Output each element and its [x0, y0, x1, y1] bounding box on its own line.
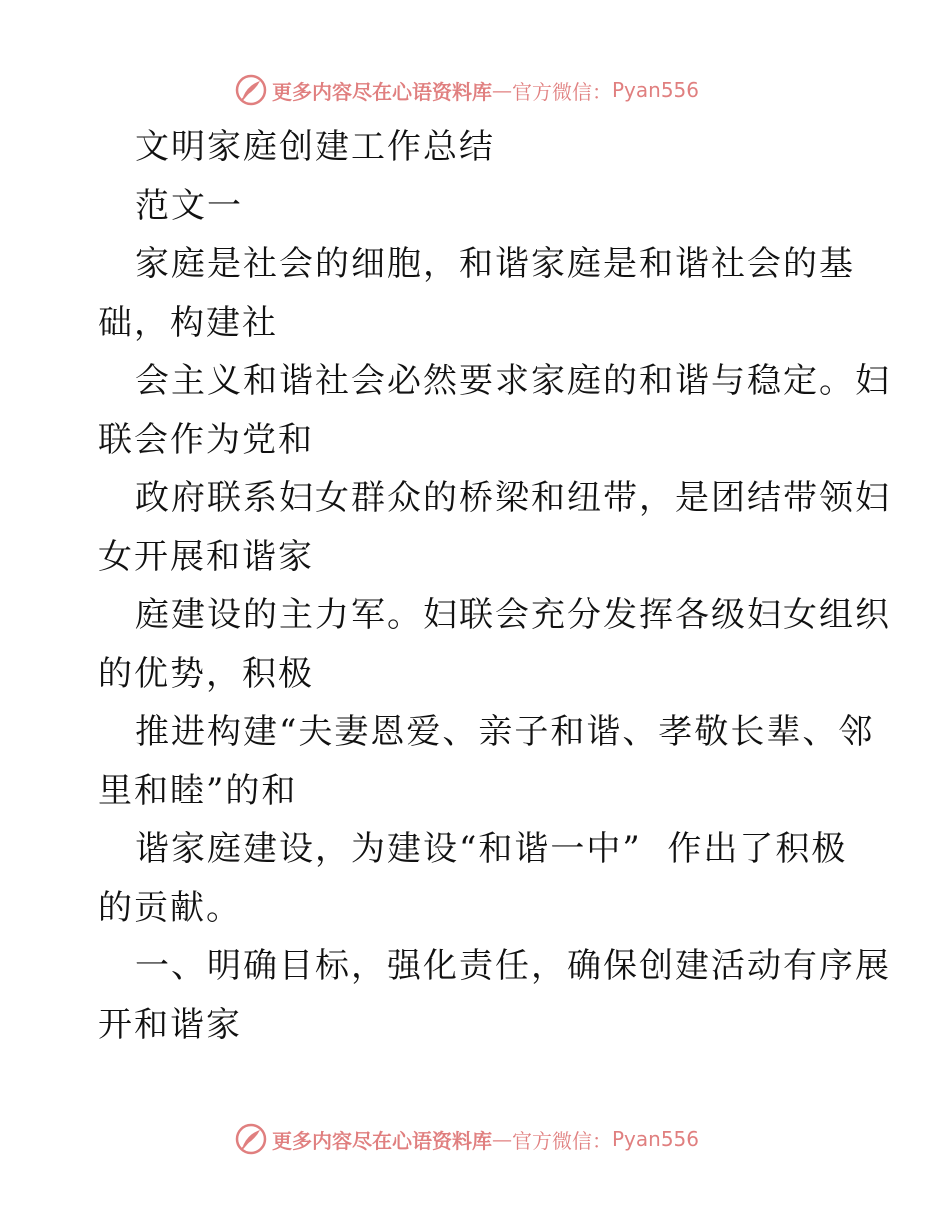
section-heading-line: 开和谐家: [98, 1004, 242, 1045]
paragraph-line: 的优势，积极: [98, 653, 314, 694]
watermark-dash: —: [492, 78, 512, 102]
paragraph-line: 女开展和谐家: [98, 536, 314, 577]
paragraph-line: 会主义和谐社会必然要求家庭的和谐与稳定。妇: [135, 361, 891, 401]
watermark-dash: —: [492, 1127, 512, 1151]
paragraph-line: 家庭是社会的细胞，和谐家庭是和谐社会的基: [135, 244, 855, 284]
watermark-wechat-id: Pyan556: [612, 78, 700, 102]
quill-circle-logo-icon: [234, 73, 268, 107]
paragraph-line: 政府联系妇女群众的桥梁和纽带，是团结带领妇: [135, 478, 891, 518]
watermark-site-text: 更多内容尽在心语资料库: [272, 1128, 492, 1153]
paragraph-line: 的贡献。: [98, 887, 242, 928]
watermark-official-label: 官方微信：: [512, 1128, 612, 1153]
document-title: 文明家庭创建工作总结: [135, 127, 495, 167]
paragraph-line: 谐家庭建设，为建设“和谐一中” 作出了积极: [135, 829, 848, 869]
watermark-wechat-id: Pyan556: [612, 1127, 700, 1151]
section-heading-line: 一、明确目标，强化责任，确保创建活动有序展: [135, 946, 891, 986]
footer-watermark: [234, 1122, 699, 1156]
watermark-site-text: 更多内容尽在心语资料库: [272, 79, 492, 104]
paragraph-line: 推进构建“夫妻恩爱、亲子和谐、孝敬长辈、邻: [135, 712, 875, 752]
document-body: [98, 118, 891, 1054]
watermark-official-label: 官方微信：: [512, 79, 612, 104]
paragraph-line: 础，构建社: [98, 302, 278, 343]
header-watermark: [234, 73, 699, 107]
paragraph-line: 联会作为党和: [98, 419, 314, 460]
quill-circle-logo-icon: [234, 1122, 268, 1156]
paragraph-line: 里和睦”的和: [98, 770, 298, 811]
paragraph-line: 庭建设的主力军。妇联会充分发挥各级妇女组织: [135, 595, 891, 635]
document-subtitle: 范文一: [135, 185, 243, 226]
